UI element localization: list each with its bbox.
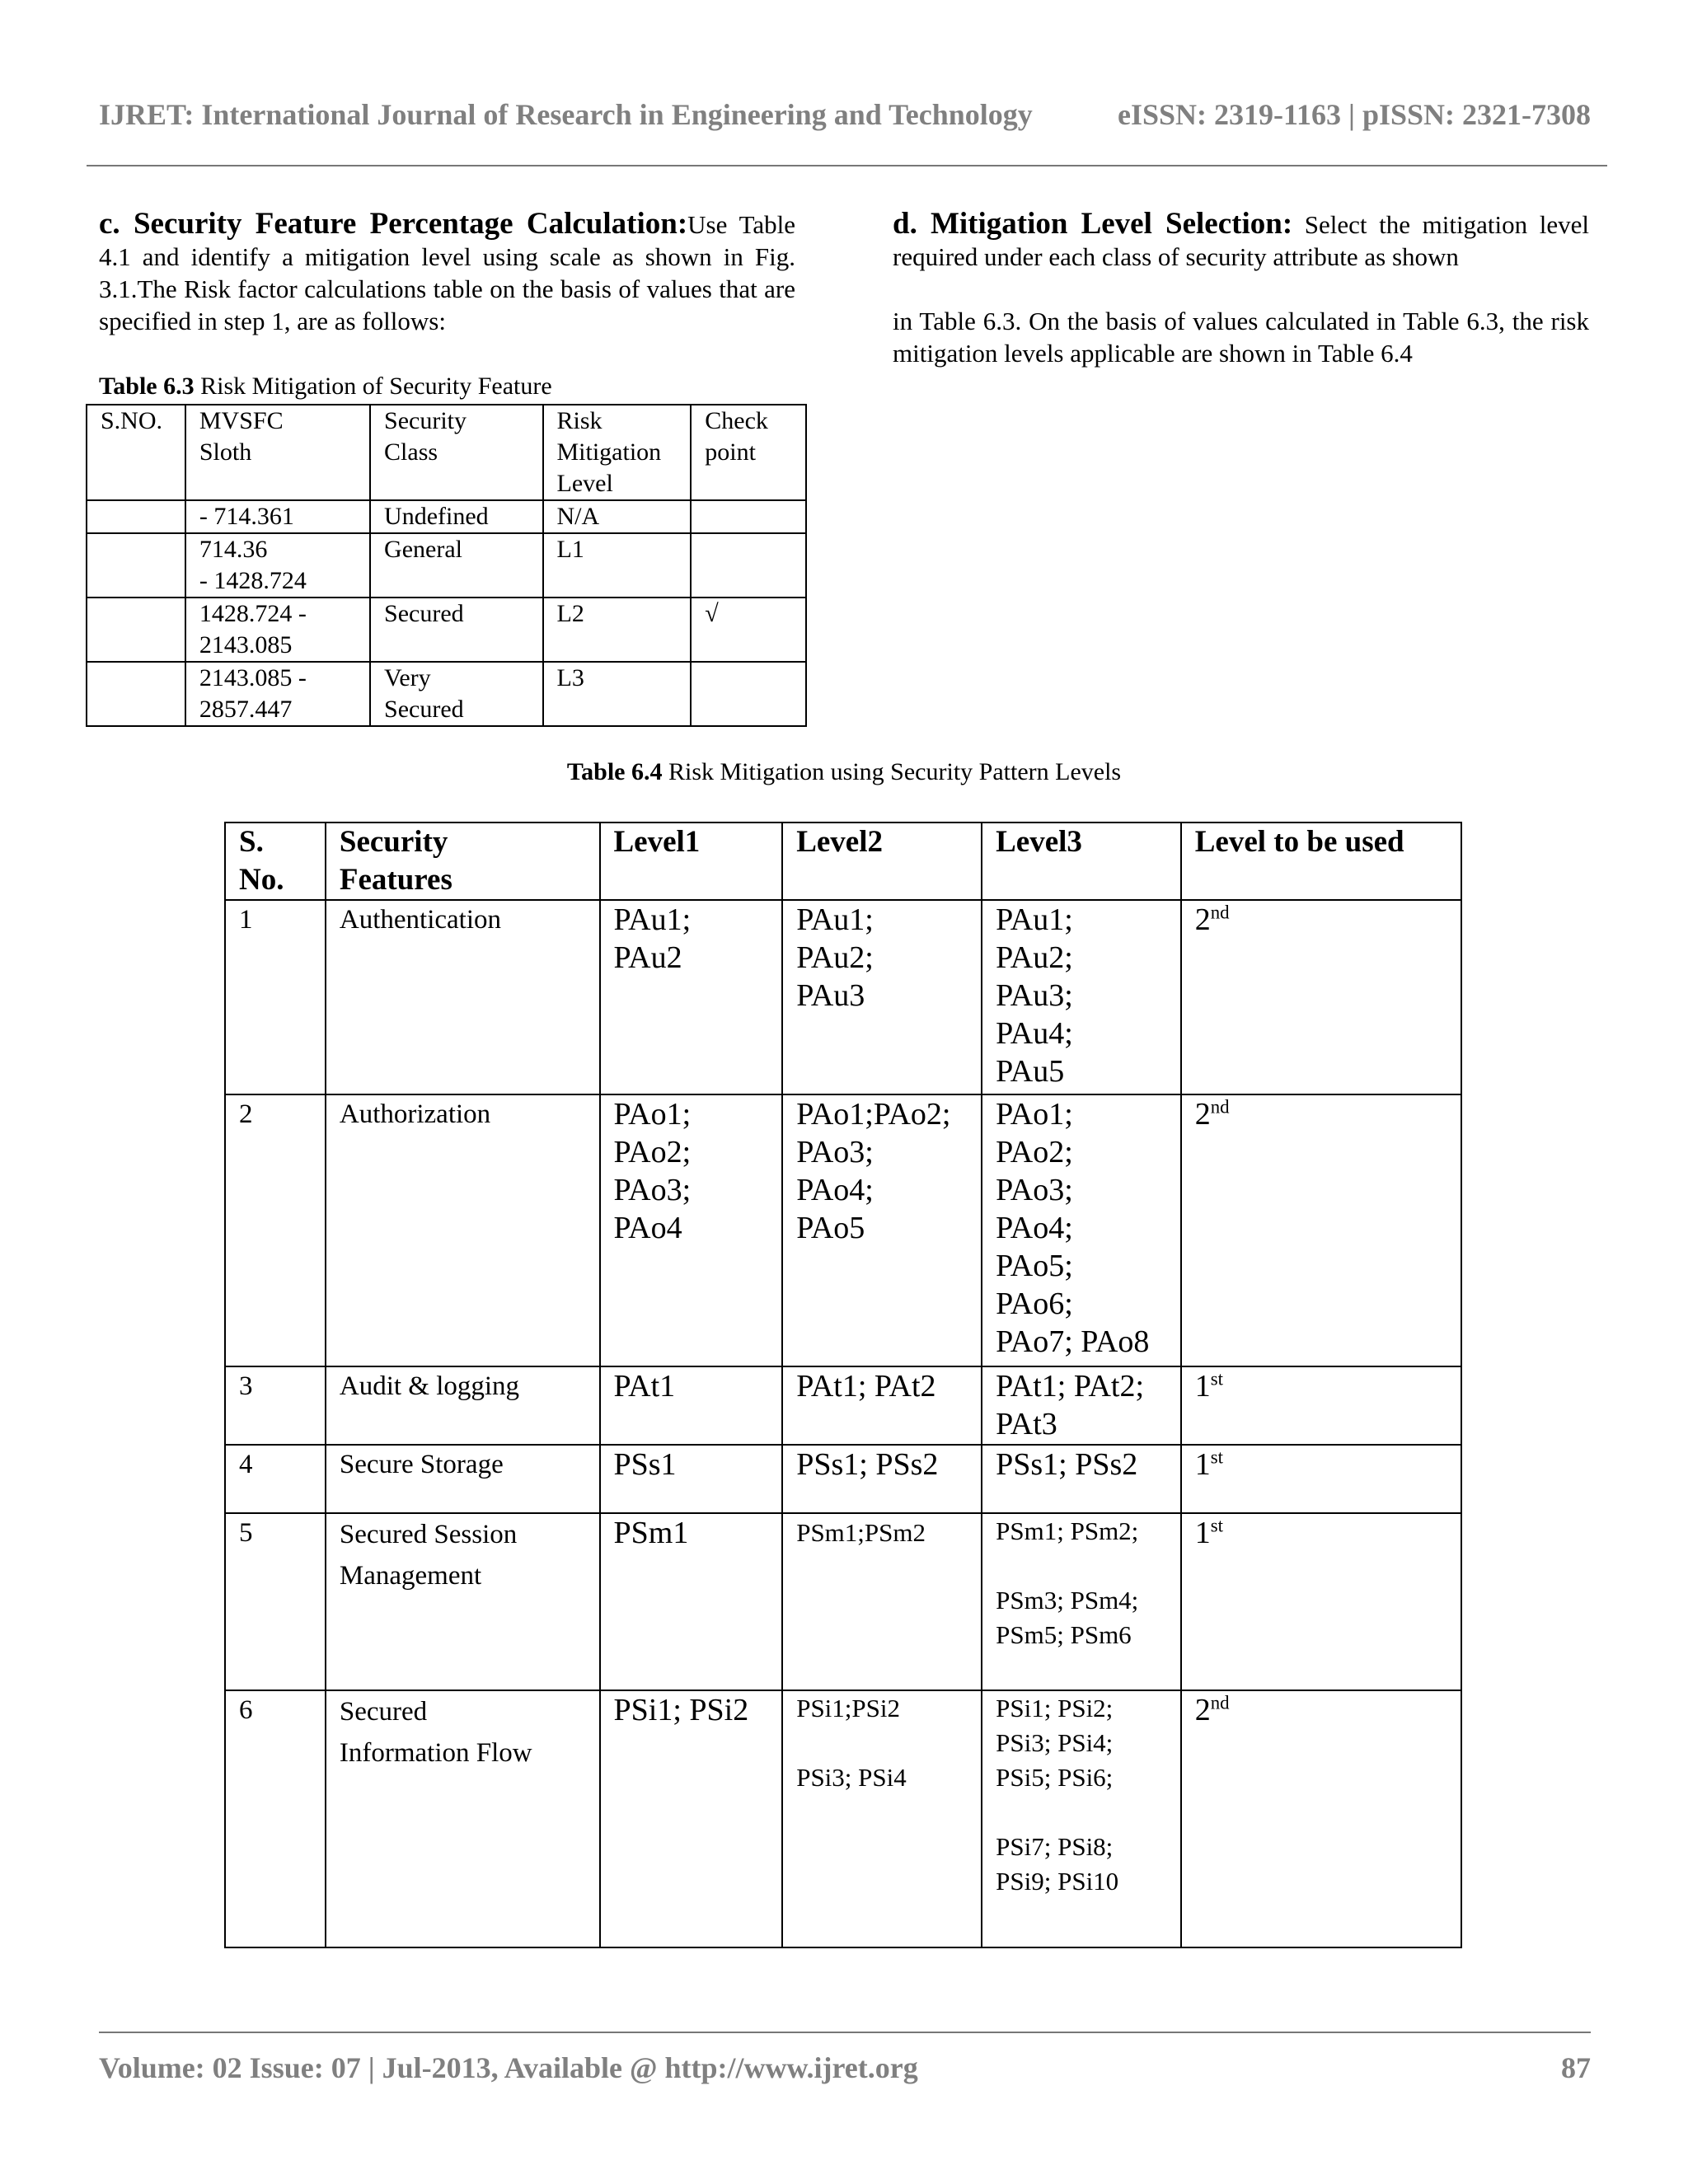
table-row [87,500,806,533]
sno-cell: 1 [225,900,326,1094]
table-cell: - 714.361 [185,500,370,533]
sno-cell: 4 [225,1445,326,1513]
header-cell: Check point [691,405,806,500]
section-c-heading: c. Security Feature Percentage Calculation: [99,207,688,241]
level2-cell: PSm1;PSm2 [782,1513,982,1690]
table-row [225,1445,1461,1513]
level-used-cell: 1st [1181,1513,1461,1690]
left-column [99,208,795,337]
table-row [87,598,806,662]
feature-cell: Audit & logging [326,1366,600,1445]
right-column [893,208,1589,369]
level2-cell: PSi1;PSi2 PSi3; PSi4 [782,1690,982,1947]
feature-cell: Secured Session Management [326,1513,600,1690]
table-cell [87,598,185,662]
section-d-paragraph [893,208,1589,273]
table-cell: 2143.085 - 2857.447 [185,662,370,726]
level-used-cell: 1st [1181,1445,1461,1513]
table-cell [87,533,185,598]
level-used-cell: 2nd [1181,1094,1461,1366]
section-c-paragraph [99,208,795,337]
running-header [99,97,1591,132]
table-6-4-header-row [225,823,1461,900]
section-d-body-1: Select the mitigation level required under each class of security attribute as shown [893,210,1589,271]
section-d-body-2: in Table 6.3. On the basis of values calculated in Table 6.3, the risk mitigation levels applicable are shown in Table 6.4 [893,307,1589,368]
sno-cell: 5 [225,1513,326,1690]
table-6-4-caption-text: Risk Mitigation using Security Pattern Levels [662,758,1122,785]
table-cell: General [370,533,542,598]
table-cell: N/A [543,500,692,533]
issn-text: eISSN: 2319-1163 | pISSN: 2321-7308 [1118,98,1591,131]
table-6-3-caption-label: Table 6.3 [99,373,195,400]
sno-cell: 6 [225,1690,326,1947]
feature-cell: Authentication [326,900,600,1094]
table-cell [87,662,185,726]
table-cell: 1428.724 - 2143.085 [185,598,370,662]
header-cell: Security Features [326,823,600,900]
level3-cell: PAo1; PAo2; PAo3; PAo4; PAo5; PAo6; PAo7; PAo8 [982,1094,1181,1366]
header-cell: Level2 [782,823,982,900]
level3-cell: PSm1; PSm2; PSm3; PSm4; PSm5; PSm6 [982,1513,1181,1690]
footer-rule [99,2032,1591,2033]
header-cell: MVSFC Sloth [185,405,370,500]
page-number: 87 [1561,2051,1591,2084]
level1-cell: PAu1; PAu2 [600,900,783,1094]
level1-cell: PSm1 [600,1513,783,1690]
table-cell [87,500,185,533]
table-row [225,1094,1461,1366]
level3-cell: PSs1; PSs2 [982,1445,1181,1513]
level2-cell: PAu1; PAu2; PAu3 [782,900,982,1094]
header-cell: S.NO. [87,405,185,500]
table-cell: Very Secured [370,662,542,726]
table-row [87,662,806,726]
header-cell: Security Class [370,405,542,500]
table-row [225,1366,1461,1445]
table-row [225,1690,1461,1947]
table-cell [691,662,806,726]
volume-info: Volume: 02 Issue: 07 | Jul-2013, Available @ http://www.ijret.org [99,2051,918,2084]
header-rule [87,165,1607,166]
checkmark-cell: √ [691,598,806,662]
journal-title: IJRET: International Journal of Research in Engineering and Technology [99,98,1033,131]
level1-cell: PAo1; PAo2; PAo3; PAo4 [600,1094,783,1366]
table-cell: Undefined [370,500,542,533]
running-footer [99,2050,1591,2085]
table-row [225,900,1461,1094]
header-cell: Level1 [600,823,783,900]
table-6-4 [224,822,1462,1948]
table-6-3 [86,404,807,727]
level1-cell: PSi1; PSi2 [600,1690,783,1947]
level-used-cell: 2nd [1181,900,1461,1094]
table-6-3-header-row [87,405,806,500]
table-cell [691,500,806,533]
level3-cell: PAt1; PAt2; PAt3 [982,1366,1181,1445]
feature-cell: Secured Information Flow [326,1690,600,1947]
header-cell: Level to be used [1181,823,1461,900]
table-cell: L1 [543,533,692,598]
table-row [87,533,806,598]
table-6-4-caption-label: Table 6.4 [566,758,663,785]
level2-cell: PSs1; PSs2 [782,1445,982,1513]
feature-cell: Secure Storage [326,1445,600,1513]
level-used-cell: 2nd [1181,1690,1461,1947]
table-cell: L2 [543,598,692,662]
sno-cell: 2 [225,1094,326,1366]
header-cell: Level3 [982,823,1181,900]
table-cell: L3 [543,662,692,726]
table-cell: 714.36 - 1428.724 [185,533,370,598]
table-6-3-caption [99,373,552,401]
table-cell [691,533,806,598]
section-c-body: Use Table 4.1 and identify a mitigation level using scale as shown in Fig. 3.1.The Risk factor calculations table on the basis of values that are specified in step 1, are as follows: [99,210,795,335]
section-d-heading: d. Mitigation Level Selection: [893,207,1293,241]
table-row [225,1513,1461,1690]
table-6-4-caption [0,758,1688,786]
table-6-3-caption-text: Risk Mitigation of Security Feature [194,373,552,400]
level-used-cell: 1st [1181,1366,1461,1445]
header-cell: S. No. [225,823,326,900]
table-cell: Secured [370,598,542,662]
sno-cell: 3 [225,1366,326,1445]
level1-cell: PSs1 [600,1445,783,1513]
level2-cell: PAt1; PAt2 [782,1366,982,1445]
header-cell: Risk Mitigation Level [543,405,692,500]
level3-cell: PAu1; PAu2; PAu3; PAu4; PAu5 [982,900,1181,1094]
feature-cell: Authorization [326,1094,600,1366]
level2-cell: PAo1;PAo2; PAo3; PAo4; PAo5 [782,1094,982,1366]
level1-cell: PAt1 [600,1366,783,1445]
level3-cell: PSi1; PSi2; PSi3; PSi4; PSi5; PSi6; PSi7; PSi8; PSi9; PSi10 [982,1690,1181,1947]
